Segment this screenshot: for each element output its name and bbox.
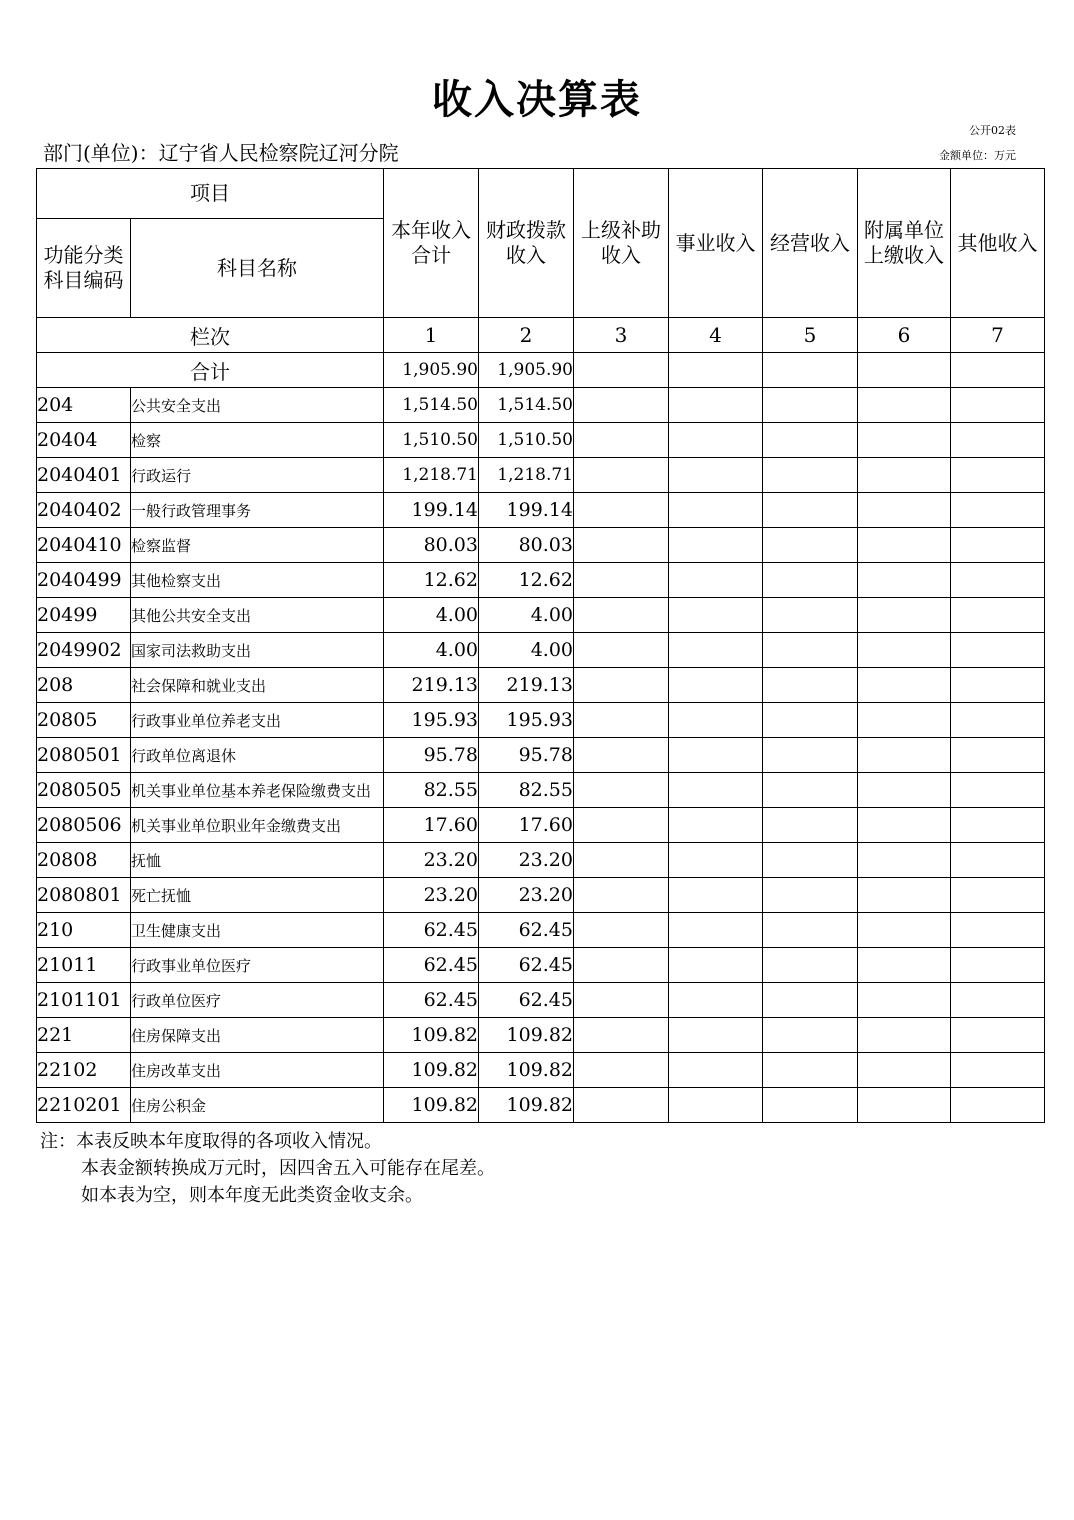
empty-cell (574, 668, 669, 703)
lanci-label: 栏次 (37, 318, 384, 353)
subject-code: 204 (37, 388, 131, 423)
subject-name: 行政单位医疗 (131, 983, 384, 1018)
table-row (37, 773, 1045, 808)
income-total: 109.82 (384, 1053, 479, 1088)
subject-name: 一般行政管理事务 (131, 493, 384, 528)
empty-cell (951, 598, 1045, 633)
table-row (37, 703, 1045, 738)
income-total: 109.82 (384, 1088, 479, 1123)
empty-cell (669, 668, 763, 703)
lanci-cell: 5 (763, 318, 858, 353)
empty-cell (763, 913, 858, 948)
subject-code: 2080506 (37, 808, 131, 843)
subject-name: 住房公积金 (131, 1088, 384, 1123)
fiscal-income: 4.00 (479, 633, 574, 668)
income-total: 62.45 (384, 913, 479, 948)
empty-cell (951, 388, 1045, 423)
empty-cell (763, 948, 858, 983)
empty-cell (763, 633, 858, 668)
table-row (37, 808, 1045, 843)
empty-cell (858, 878, 951, 913)
subject-code: 2101101 (37, 983, 131, 1018)
table-row (37, 1088, 1045, 1123)
empty-cell (951, 1053, 1045, 1088)
income-total: 4.00 (384, 598, 479, 633)
empty-cell (574, 878, 669, 913)
subject-code: 208 (37, 668, 131, 703)
table-row (37, 913, 1045, 948)
empty-cell (951, 1018, 1045, 1053)
empty-cell (669, 1053, 763, 1088)
empty-cell (951, 808, 1045, 843)
empty-cell (763, 878, 858, 913)
lanci-cell: 7 (951, 318, 1045, 353)
empty-cell (858, 598, 951, 633)
empty-cell (669, 563, 763, 598)
note-line: 注：本表反映本年度取得的各项收入情况。 (40, 1131, 382, 1152)
lanci-cell: 6 (858, 318, 951, 353)
empty-cell (951, 738, 1045, 773)
empty-cell (763, 1053, 858, 1088)
empty-cell (574, 353, 669, 388)
empty-cell (858, 633, 951, 668)
subject-name: 行政运行 (131, 458, 384, 493)
empty-cell (669, 493, 763, 528)
fiscal-income: 109.82 (479, 1018, 574, 1053)
empty-cell (669, 808, 763, 843)
empty-cell (951, 528, 1045, 563)
header-col1: 本年收入合计 (384, 169, 479, 318)
empty-cell (951, 668, 1045, 703)
lanci-cell: 3 (574, 318, 669, 353)
empty-cell (574, 388, 669, 423)
subject-name: 行政事业单位医疗 (131, 948, 384, 983)
table-row (37, 423, 1045, 458)
subject-name: 抚恤 (131, 843, 384, 878)
table-row (37, 1018, 1045, 1053)
empty-cell (763, 703, 858, 738)
subject-name: 行政事业单位养老支出 (131, 703, 384, 738)
fiscal-income: 1,510.50 (479, 423, 574, 458)
empty-cell (951, 563, 1045, 598)
subject-code: 210 (37, 913, 131, 948)
empty-cell (574, 458, 669, 493)
empty-cell (574, 983, 669, 1018)
empty-cell (763, 983, 858, 1018)
empty-cell (858, 458, 951, 493)
empty-cell (763, 738, 858, 773)
table-row (37, 843, 1045, 878)
lanci-cell: 4 (669, 318, 763, 353)
table-row (37, 458, 1045, 493)
empty-cell (763, 388, 858, 423)
empty-cell (669, 353, 763, 388)
subject-code: 22102 (37, 1053, 131, 1088)
empty-cell (858, 423, 951, 458)
subject-code: 20808 (37, 843, 131, 878)
empty-cell (669, 703, 763, 738)
subject-code: 21011 (37, 948, 131, 983)
income-total: 23.20 (384, 843, 479, 878)
empty-cell (858, 353, 951, 388)
fiscal-income: 199.14 (479, 493, 574, 528)
empty-cell (858, 668, 951, 703)
empty-cell (669, 598, 763, 633)
fiscal-income: 95.78 (479, 738, 574, 773)
empty-cell (951, 703, 1045, 738)
empty-cell (669, 528, 763, 563)
empty-cell (763, 458, 858, 493)
income-total: 17.60 (384, 808, 479, 843)
empty-cell (951, 983, 1045, 1018)
subject-code: 2210201 (37, 1088, 131, 1123)
table-row (37, 633, 1045, 668)
subject-name: 机关事业单位职业年金缴费支出 (131, 808, 384, 843)
empty-cell (858, 738, 951, 773)
empty-cell (574, 563, 669, 598)
empty-cell (574, 703, 669, 738)
header-col2: 财政拨款收入 (479, 169, 574, 318)
fiscal-income: 1,514.50 (479, 388, 574, 423)
table-row (37, 563, 1045, 598)
income-total: 23.20 (384, 878, 479, 913)
header-col4: 事业收入 (669, 169, 763, 318)
department-label: 部门(单位)：辽宁省人民检察院辽河分院 (43, 141, 399, 165)
empty-cell (669, 983, 763, 1018)
fiscal-income: 12.62 (479, 563, 574, 598)
empty-cell (763, 843, 858, 878)
empty-cell (669, 388, 763, 423)
empty-cell (763, 493, 858, 528)
empty-cell (574, 948, 669, 983)
empty-cell (951, 913, 1045, 948)
empty-cell (669, 458, 763, 493)
fiscal-income: 62.45 (479, 983, 574, 1018)
empty-cell (951, 423, 1045, 458)
header-col7: 其他收入 (951, 169, 1045, 318)
total-label: 合计 (37, 353, 384, 388)
empty-cell (574, 913, 669, 948)
income-total: 195.93 (384, 703, 479, 738)
income-total: 12.62 (384, 563, 479, 598)
empty-cell (858, 1053, 951, 1088)
income-total: 80.03 (384, 528, 479, 563)
empty-cell (858, 388, 951, 423)
total-row (37, 353, 1045, 388)
total-income: 1,905.90 (384, 353, 479, 388)
income-total: 219.13 (384, 668, 479, 703)
subject-name: 其他公共安全支出 (131, 598, 384, 633)
header-func-code: 功能分类科目编码 (37, 219, 131, 318)
income-total: 109.82 (384, 1018, 479, 1053)
empty-cell (669, 633, 763, 668)
subject-code: 2040410 (37, 528, 131, 563)
empty-cell (858, 528, 951, 563)
subject-code: 2080501 (37, 738, 131, 773)
total-fiscal: 1,905.90 (479, 353, 574, 388)
empty-cell (763, 808, 858, 843)
empty-cell (858, 703, 951, 738)
income-total: 82.55 (384, 773, 479, 808)
income-total: 1,510.50 (384, 423, 479, 458)
subject-name: 行政单位离退休 (131, 738, 384, 773)
subject-name: 检察 (131, 423, 384, 458)
income-total: 1,218.71 (384, 458, 479, 493)
table-row (37, 493, 1045, 528)
header-col6: 附属单位上缴收入 (858, 169, 951, 318)
fiscal-income: 109.82 (479, 1088, 574, 1123)
empty-cell (763, 598, 858, 633)
empty-cell (574, 423, 669, 458)
note-line: 如本表为空，则本年度无此类资金收支余。 (81, 1185, 423, 1206)
subject-code: 20499 (37, 598, 131, 633)
subject-name: 公共安全支出 (131, 388, 384, 423)
fiscal-income: 109.82 (479, 1053, 574, 1088)
subject-code: 2040401 (37, 458, 131, 493)
empty-cell (858, 563, 951, 598)
income-total: 62.45 (384, 983, 479, 1018)
empty-cell (669, 1018, 763, 1053)
income-total: 199.14 (384, 493, 479, 528)
empty-cell (951, 493, 1045, 528)
header-subject-name: 科目名称 (131, 219, 384, 318)
empty-cell (858, 1088, 951, 1123)
table-row (37, 528, 1045, 563)
table-body (37, 318, 1045, 1123)
fiscal-income: 219.13 (479, 668, 574, 703)
subject-code: 2080801 (37, 878, 131, 913)
empty-cell (669, 913, 763, 948)
empty-cell (669, 878, 763, 913)
empty-cell (763, 353, 858, 388)
empty-cell (763, 1088, 858, 1123)
empty-cell (669, 1088, 763, 1123)
empty-cell (858, 773, 951, 808)
empty-cell (669, 843, 763, 878)
subject-code: 20404 (37, 423, 131, 458)
empty-cell (858, 948, 951, 983)
fiscal-income: 17.60 (479, 808, 574, 843)
lanci-row (37, 318, 1045, 353)
empty-cell (951, 458, 1045, 493)
table-row (37, 878, 1045, 913)
empty-cell (763, 528, 858, 563)
empty-cell (951, 948, 1045, 983)
table-row (37, 598, 1045, 633)
empty-cell (763, 668, 858, 703)
subject-name: 社会保障和就业支出 (131, 668, 384, 703)
empty-cell (574, 528, 669, 563)
fiscal-income: 23.20 (479, 843, 574, 878)
empty-cell (574, 808, 669, 843)
header-col3: 上级补助收入 (574, 169, 669, 318)
income-total: 62.45 (384, 948, 479, 983)
income-total: 95.78 (384, 738, 479, 773)
note-line: 本表金额转换成万元时，因四舍五入可能存在尾差。 (81, 1158, 495, 1179)
empty-cell (951, 1088, 1045, 1123)
empty-cell (574, 598, 669, 633)
header-project: 项目 (37, 169, 384, 219)
form-number: 公开02表 (969, 124, 1016, 137)
subject-code: 2049902 (37, 633, 131, 668)
table-row (37, 948, 1045, 983)
fiscal-income: 195.93 (479, 703, 574, 738)
table-row (37, 668, 1045, 703)
empty-cell (574, 1088, 669, 1123)
subject-name: 其他检察支出 (131, 563, 384, 598)
income-table (36, 168, 1045, 1123)
empty-cell (574, 738, 669, 773)
empty-cell (763, 1018, 858, 1053)
subject-code: 2040402 (37, 493, 131, 528)
fiscal-income: 4.00 (479, 598, 574, 633)
table-row (37, 1053, 1045, 1088)
empty-cell (858, 493, 951, 528)
subject-code: 2040499 (37, 563, 131, 598)
subject-name: 国家司法救助支出 (131, 633, 384, 668)
fiscal-income: 82.55 (479, 773, 574, 808)
income-total: 4.00 (384, 633, 479, 668)
subject-name: 死亡抚恤 (131, 878, 384, 913)
fiscal-income: 62.45 (479, 913, 574, 948)
empty-cell (574, 493, 669, 528)
empty-cell (951, 878, 1045, 913)
empty-cell (763, 773, 858, 808)
empty-cell (763, 563, 858, 598)
empty-cell (574, 633, 669, 668)
fiscal-income: 80.03 (479, 528, 574, 563)
empty-cell (858, 983, 951, 1018)
subject-code: 20805 (37, 703, 131, 738)
subject-name: 卫生健康支出 (131, 913, 384, 948)
table-row (37, 983, 1045, 1018)
lanci-cell: 1 (384, 318, 479, 353)
subject-code: 2080505 (37, 773, 131, 808)
subject-code: 221 (37, 1018, 131, 1053)
empty-cell (858, 1018, 951, 1053)
empty-cell (858, 808, 951, 843)
table-row (37, 388, 1045, 423)
empty-cell (574, 1018, 669, 1053)
table-row (37, 738, 1045, 773)
empty-cell (951, 633, 1045, 668)
header-col5: 经营收入 (763, 169, 858, 318)
empty-cell (669, 738, 763, 773)
subject-name: 检察监督 (131, 528, 384, 563)
empty-cell (858, 843, 951, 878)
empty-cell (763, 423, 858, 458)
fiscal-income: 62.45 (479, 948, 574, 983)
empty-cell (574, 773, 669, 808)
empty-cell (669, 423, 763, 458)
empty-cell (669, 948, 763, 983)
empty-cell (951, 353, 1045, 388)
subject-name: 机关事业单位基本养老保险缴费支出 (131, 773, 384, 808)
lanci-cell: 2 (479, 318, 574, 353)
notes (40, 1128, 495, 1209)
empty-cell (951, 843, 1045, 878)
subject-name: 住房改革支出 (131, 1053, 384, 1088)
amount-unit-label: 金额单位：万元 (939, 149, 1016, 162)
fiscal-income: 23.20 (479, 878, 574, 913)
table-header (37, 169, 1045, 318)
empty-cell (669, 773, 763, 808)
empty-cell (951, 773, 1045, 808)
page-title: 收入决算表 (432, 77, 642, 123)
subject-name: 住房保障支出 (131, 1018, 384, 1053)
empty-cell (574, 843, 669, 878)
empty-cell (858, 913, 951, 948)
income-total: 1,514.50 (384, 388, 479, 423)
fiscal-income: 1,218.71 (479, 458, 574, 493)
empty-cell (574, 1053, 669, 1088)
